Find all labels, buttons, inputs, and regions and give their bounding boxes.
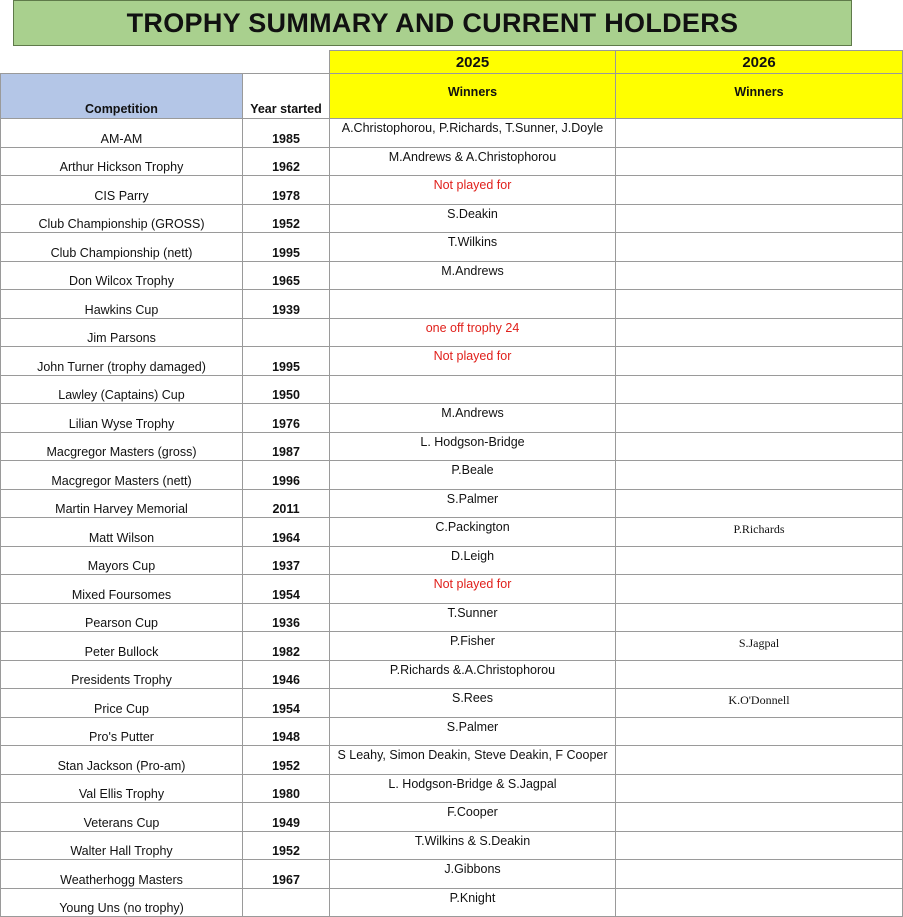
table-row [1,689,903,718]
table-row [1,717,903,746]
table-row [1,803,903,832]
competition-cell: John Turner (trophy damaged) [1,347,243,376]
competition-cell: Walter Hall Trophy [1,831,243,860]
competition-cell: Pearson Cup [1,603,243,632]
table-row [1,774,903,803]
winners-2025-cell: P.Fisher [330,632,616,661]
winners-2025-cell: S.Deakin [330,204,616,233]
table-row [1,375,903,404]
winners-2025-cell [330,375,616,404]
competition-cell: AM-AM [1,119,243,148]
winners-2026-cell [616,774,903,803]
year-started-cell: 1965 [243,261,330,290]
winners-2026-cell: S.Jagpal [616,632,903,661]
winners-2026-cell [616,860,903,889]
table-row [1,860,903,889]
competition-cell: Club Championship (GROSS) [1,204,243,233]
competition-cell: Mayors Cup [1,546,243,575]
year-started-cell [243,318,330,347]
winners-2025-cell: S.Palmer [330,717,616,746]
year-started-cell: 1978 [243,176,330,205]
table-row [1,119,903,148]
header-year-2026: 2026 [616,51,903,74]
year-started-cell: 1964 [243,518,330,547]
winners-2025-cell: F.Cooper [330,803,616,832]
table-row [1,746,903,775]
winners-2025-cell: L. Hodgson-Bridge & S.Jagpal [330,774,616,803]
year-started-cell: 2011 [243,489,330,518]
header-blank-cell [243,51,330,74]
winners-2026-cell [616,461,903,490]
winners-2025-cell: M.Andrews [330,404,616,433]
table-row [1,603,903,632]
table-row [1,176,903,205]
winners-2025-cell: Not played for [330,575,616,604]
winners-2026-cell [616,290,903,319]
winners-2025-cell: T.Wilkins [330,233,616,262]
competition-cell: Don Wilcox Trophy [1,261,243,290]
winners-2025-cell: C.Packington [330,518,616,547]
header-competition: Competition [1,74,243,119]
winners-2025-cell [330,290,616,319]
table-row [1,461,903,490]
competition-cell: Lilian Wyse Trophy [1,404,243,433]
winners-2025-cell: Not played for [330,176,616,205]
winners-2025-cell: T.Wilkins & S.Deakin [330,831,616,860]
winners-2026-cell [616,575,903,604]
winners-2026-cell [616,746,903,775]
table-row [1,632,903,661]
winners-2026-cell [616,119,903,148]
table-row [1,831,903,860]
year-started-cell: 1995 [243,233,330,262]
competition-cell: Lawley (Captains) Cup [1,375,243,404]
table-row [1,204,903,233]
table-row [1,318,903,347]
competition-cell: Presidents Trophy [1,660,243,689]
table-row [1,432,903,461]
winners-2026-cell: K.O'Donnell [616,689,903,718]
competition-cell: Pro's Putter [1,717,243,746]
table-row [1,233,903,262]
competition-cell: Jim Parsons [1,318,243,347]
year-started-cell: 1985 [243,119,330,148]
page-title: TROPHY SUMMARY AND CURRENT HOLDERS [13,0,852,46]
winners-2026-cell [616,546,903,575]
winners-2025-cell: P.Richards &.A.Christophorou [330,660,616,689]
winners-2026-cell [616,603,903,632]
winners-2025-cell: S Leahy, Simon Deakin, Steve Deakin, F Cooper [330,746,616,775]
table-row [1,147,903,176]
winners-2025-cell: S.Palmer [330,489,616,518]
winners-2026-cell [616,147,903,176]
competition-cell: Arthur Hickson Trophy [1,147,243,176]
winners-2025-cell: D.Leigh [330,546,616,575]
winners-2025-cell: S.Rees [330,689,616,718]
table-row [1,261,903,290]
competition-cell: Val Ellis Trophy [1,774,243,803]
winners-2025-cell: one off trophy 24 [330,318,616,347]
winners-2026-cell [616,888,903,917]
year-started-cell: 1950 [243,375,330,404]
winners-2026-cell [616,717,903,746]
winners-2025-cell: J.Gibbons [330,860,616,889]
header-year-started: Year started [243,74,330,119]
winners-2026-cell [616,404,903,433]
competition-cell: Young Uns (no trophy) [1,888,243,917]
winners-2026-cell [616,489,903,518]
year-started-cell: 1967 [243,860,330,889]
table-row [1,347,903,376]
year-started-cell: 1948 [243,717,330,746]
table-row [1,404,903,433]
year-started-cell: 1954 [243,689,330,718]
year-started-cell: 1982 [243,632,330,661]
winners-2025-cell: P.Knight [330,888,616,917]
competition-cell: CIS Parry [1,176,243,205]
year-started-cell [243,888,330,917]
winners-2025-cell: T.Sunner [330,603,616,632]
year-started-cell: 1987 [243,432,330,461]
year-started-cell: 1962 [243,147,330,176]
winners-2026-cell [616,261,903,290]
winners-2026-cell [616,204,903,233]
year-started-cell: 1952 [243,746,330,775]
trophy-table [0,50,903,917]
year-started-cell: 1949 [243,803,330,832]
winners-2026-cell [616,318,903,347]
winners-2025-cell: A.Christophorou, P.Richards, T.Sunner, J.Doyle [330,119,616,148]
table-row [1,489,903,518]
year-started-cell: 1939 [243,290,330,319]
year-started-cell: 1976 [243,404,330,433]
year-started-cell: 1946 [243,660,330,689]
year-started-cell: 1952 [243,204,330,233]
table-row [1,660,903,689]
year-started-cell: 1952 [243,831,330,860]
winners-2025-cell: M.Andrews & A.Christophorou [330,147,616,176]
winners-2026-cell [616,347,903,376]
competition-cell: Stan Jackson (Pro-am) [1,746,243,775]
header-winners-2026: Winners [616,74,903,119]
competition-cell: Mixed Foursomes [1,575,243,604]
year-started-cell: 1937 [243,546,330,575]
table-row [1,575,903,604]
winners-2026-cell [616,233,903,262]
competition-cell: Veterans Cup [1,803,243,832]
winners-2025-cell: Not played for [330,347,616,376]
competition-cell: Martin Harvey Memorial [1,489,243,518]
competition-cell: Weatherhogg Masters [1,860,243,889]
winners-2026-cell [616,831,903,860]
table-row [1,290,903,319]
competition-cell: Price Cup [1,689,243,718]
winners-2026-cell: P.Richards [616,518,903,547]
header-winners-2025: Winners [330,74,616,119]
header-blank-cell [1,51,243,74]
year-started-cell: 1936 [243,603,330,632]
header-year-2025: 2025 [330,51,616,74]
winners-2026-cell [616,176,903,205]
winners-2026-cell [616,432,903,461]
competition-cell: Macgregor Masters (nett) [1,461,243,490]
competition-cell: Macgregor Masters (gross) [1,432,243,461]
year-started-cell: 1995 [243,347,330,376]
table-row [1,888,903,917]
year-started-cell: 1980 [243,774,330,803]
winners-2025-cell: L. Hodgson-Bridge [330,432,616,461]
year-started-cell: 1954 [243,575,330,604]
winners-2025-cell: M.Andrews [330,261,616,290]
table-row [1,518,903,547]
header-row-columns [1,74,903,119]
table-row [1,546,903,575]
competition-cell: Hawkins Cup [1,290,243,319]
competition-cell: Peter Bullock [1,632,243,661]
winners-2026-cell [616,375,903,404]
competition-cell: Matt Wilson [1,518,243,547]
header-row-years [1,51,903,74]
competition-cell: Club Championship (nett) [1,233,243,262]
winners-2025-cell: P.Beale [330,461,616,490]
winners-2026-cell [616,660,903,689]
winners-2026-cell [616,803,903,832]
year-started-cell: 1996 [243,461,330,490]
